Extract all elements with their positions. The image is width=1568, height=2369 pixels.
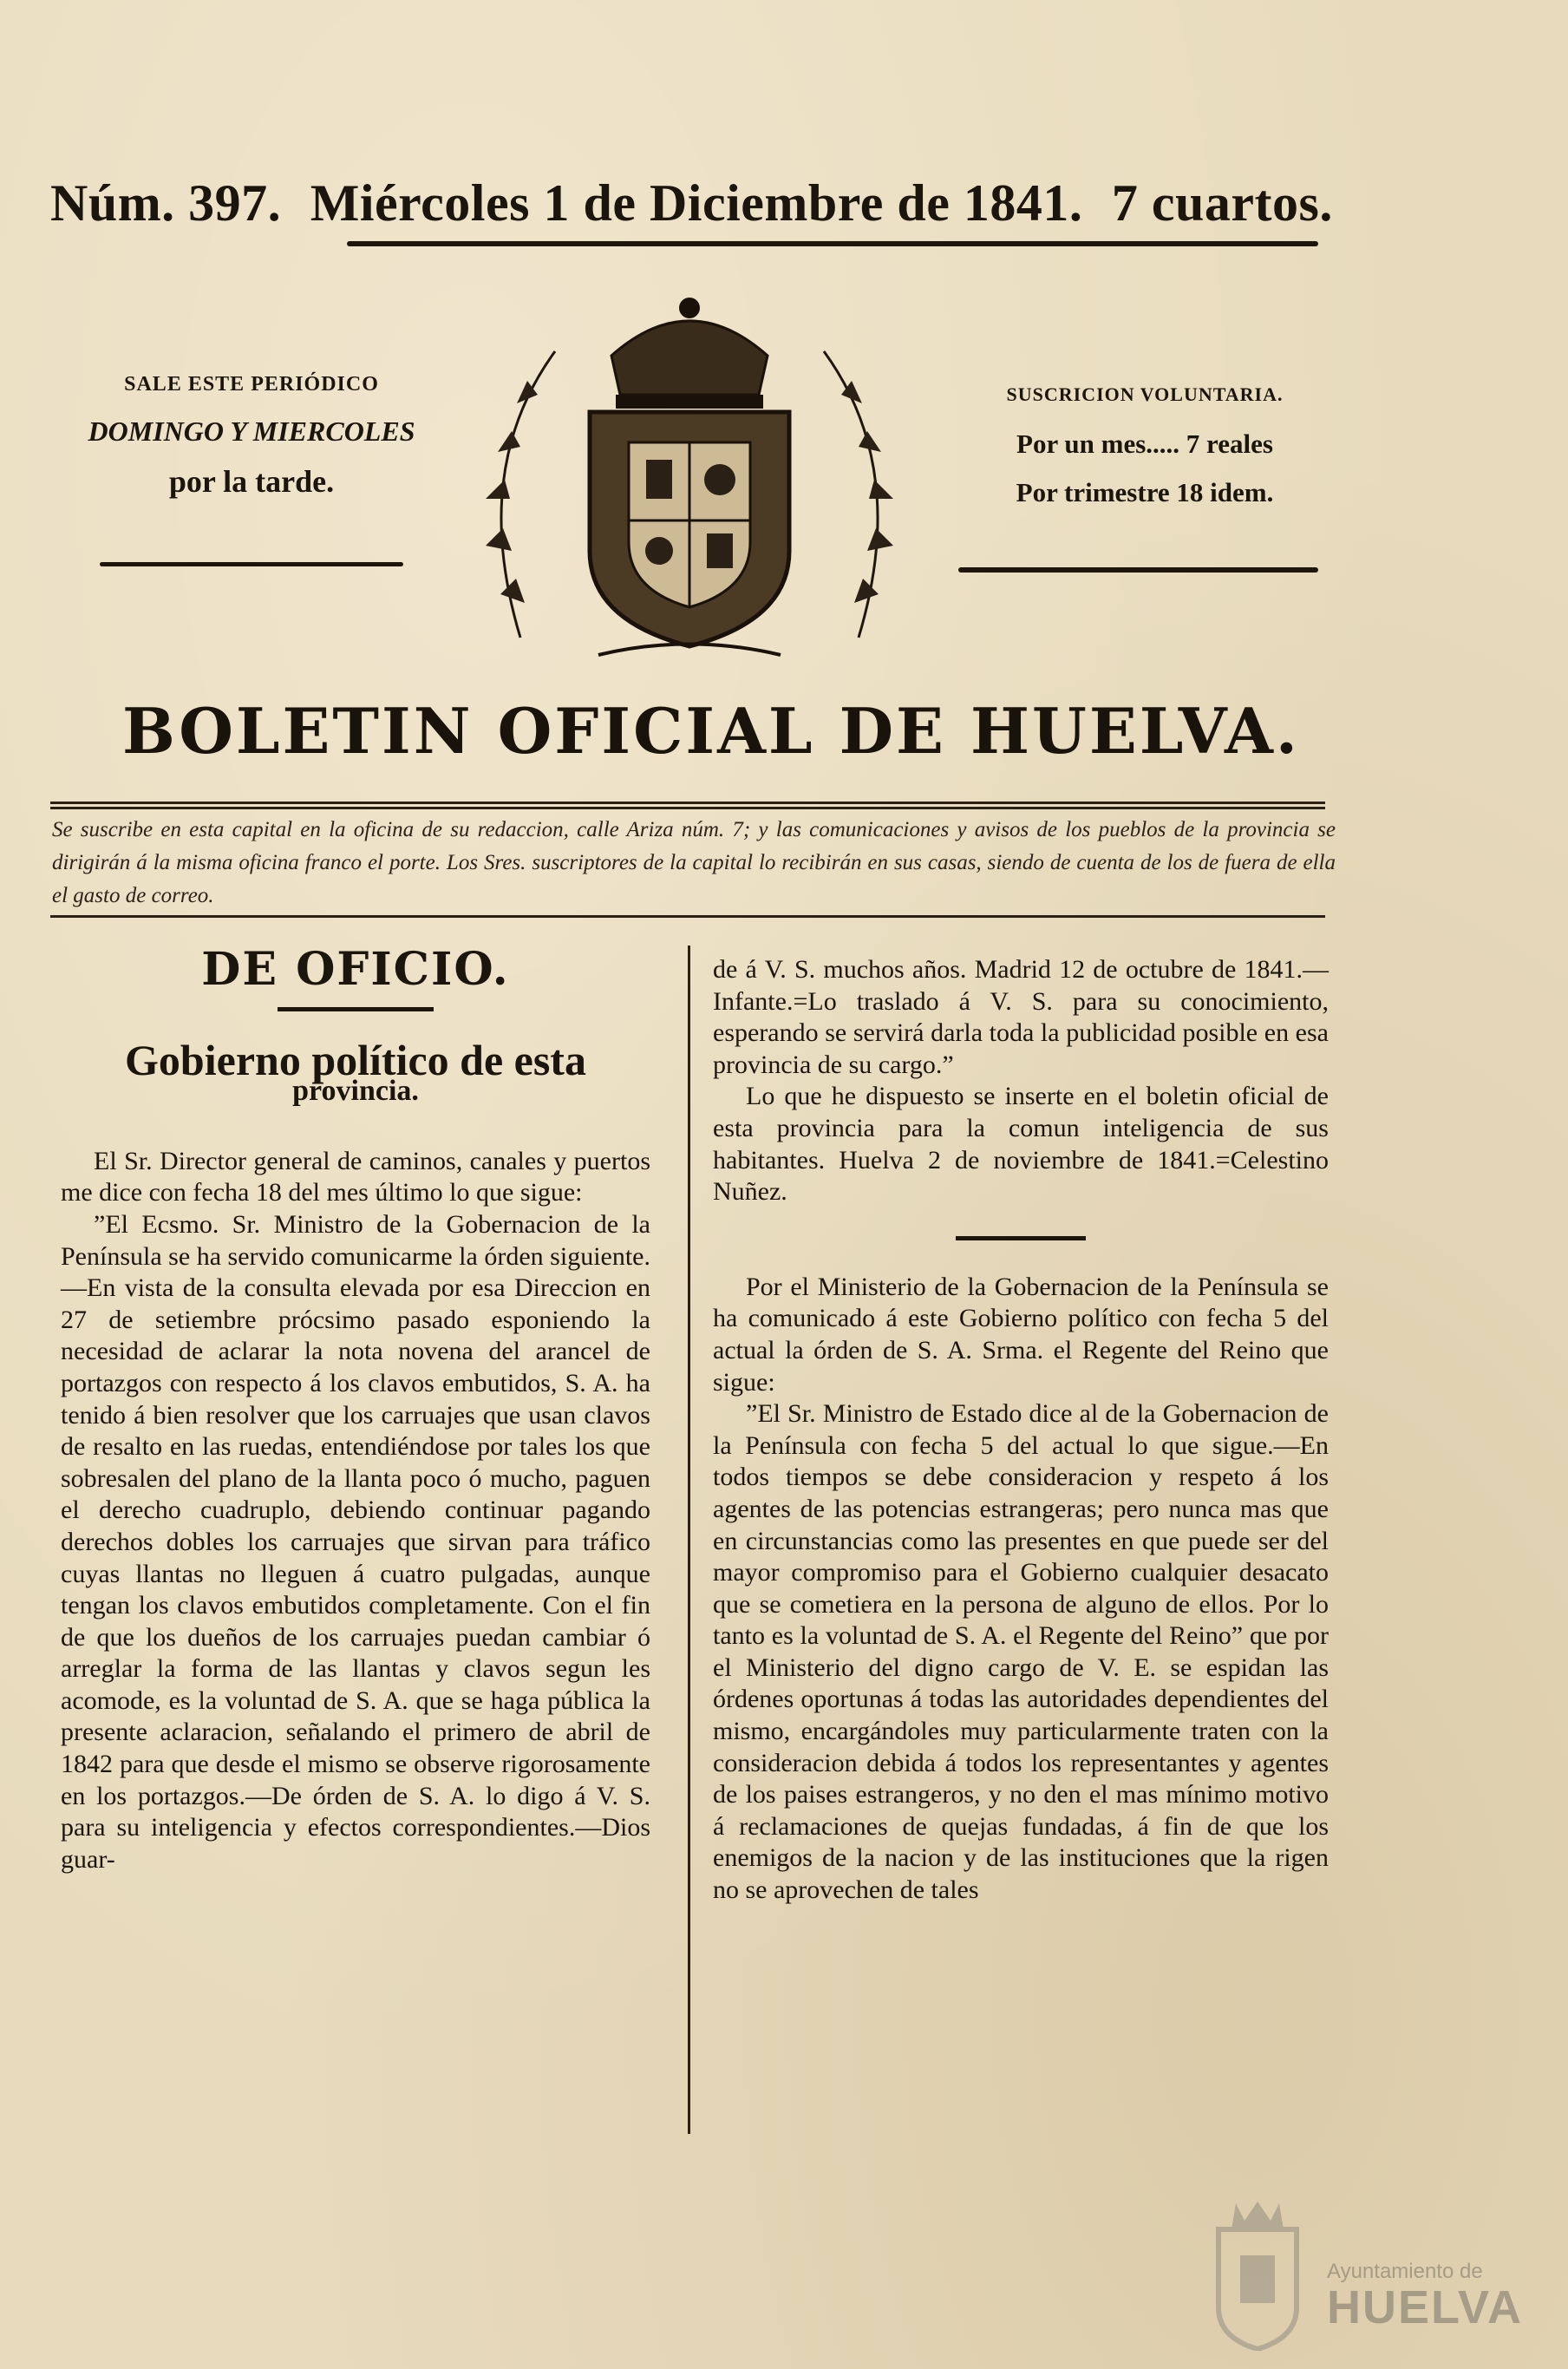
royal-coat-of-arms-icon <box>460 291 919 672</box>
paragraph: ”El Ecsmo. Sr. Ministro de la Gobernacion de la Península se ha servido comunicarme la órden siguiente.—En vista de la consulta elevada por esa Direccion en 27 de setiembre prócsimo pasado esponiendo la necesidad de aclarar la nota novena del arancel de portazgos con respecto á los clavos embutidos, S. A. ha tenido á bien resolver que los carruajes que usan clavos de resalto en las ruedas, entendiéndose por tales los que sobresalen del plano de la llanta poco ó mucho, paguen el derecho cuadruplo, debiendo continuar pagando derechos dobles los carruajes que sirvan para tráfico cuyas llantas no lleguen á cuatro pulgadas, aunque tengan los clavos embutidos completamente. Con el fin de que los dueños de los carruajes puedan cambiar ó arreglar la forma de las llantas y clavos segun les acomode, es la voluntad de S. A. que se haga pública la presente aclaracion, señalando el primero de abril de 1842 para que desde el mismo se observe rigorosamente en los portazgos.—De órden de S. A. lo digo á V. S. para su inteligencia y efectos correspondientes.—Dios guar- <box>61 1209 650 1874</box>
issue-price: 7 cuartos. <box>1111 174 1333 232</box>
huelva-city-seal-icon <box>1210 2195 1305 2351</box>
schedule-line-1: SALE ESTE PERIÓDICO <box>124 373 379 396</box>
paragraph: El Sr. Director general de caminos, canales y puertos me dice con fecha 18 del mes último lo que sigue: <box>61 1146 650 1207</box>
subscription-heading: SUSCRICION VOLUNTARIA. <box>1006 383 1284 405</box>
schedule-line-2: DOMINGO Y MIERCOLES <box>88 416 415 447</box>
monthly-price: Por un mes..... 7 reales <box>1016 429 1273 459</box>
notice-rule-bottom <box>50 915 1325 918</box>
article-separator <box>956 1236 1086 1240</box>
right-column <box>713 954 1329 1907</box>
paragraph: ”El Sr. Ministro de Estado dice al de la Gobernacion de la Península con fecha 5 del actual lo que sigue.—En todos tiempos se debe consideracion y respeto á los agentes de las potencias estrangeras; pero nunca mas que en circunstancias como las presentes en que puede ser del mayor compromiso para el Gobierno cualquier desacato que se cometiera en la persona de alguno de ellos. Por lo tanto es la voluntad de S. A. el Regente del Reino” que por el Ministerio del digno cargo de V. E. se espidan las órdenes oportunas á todas las autoridades dependientes del mismo, encargándoles muy particularmente traten con la consideracion debida á todos los representantes y agentes de los paises estrangeros, y no den el mas mínimo motivo á reclamaciones de quejas fundadas, á fin de que los enemigos de la nacion y de las instituciones que la rigen no se aprovechen de tales <box>713 1399 1329 1905</box>
watermark-line-1: Ayuntamiento de <box>1327 2260 1483 2283</box>
quarterly-price: Por trimestre 18 idem. <box>1016 477 1274 507</box>
newspaper-title: BOLETIN OFICIAL DE HUELVA. <box>122 694 1300 768</box>
publication-schedule <box>35 373 468 500</box>
paragraph: Por el Ministerio de la Gobernacion de la Península se ha comunicado á este Gobierno político con fecha 5 del actual la órden de S. A. Srma. el Regente del Reino que sigue: <box>713 1272 1329 1397</box>
masthead <box>50 173 1334 233</box>
issue-date: Miércoles 1 de Diciembre de 1841. <box>310 174 1083 232</box>
left-box-rule <box>100 562 403 566</box>
title-rule-top <box>50 802 1325 804</box>
subscription-prices <box>945 383 1344 508</box>
watermark-line-2: HUELVA <box>1327 2281 1523 2333</box>
right-box-rule <box>958 567 1318 573</box>
column-divider <box>688 946 690 2134</box>
issue-number: Núm. 397. <box>50 174 282 232</box>
paragraph: de á V. S. muchos años. Madrid 12 de octubre de 1841.—Infante.=Lo traslado á V. S. para su conocimiento, esperando se servirá darla toda la publicidad posible en esa provincia de su cargo.” <box>713 955 1329 1079</box>
paragraph: Lo que he dispuesto se inserte en el boletin oficial de esta provincia para la comun inteligencia de sus habitantes. Huelva 2 de noviembre de 1841.=Celestino Nuñez. <box>713 1082 1329 1207</box>
subsection-heading: Gobierno político de esta <box>125 1035 586 1084</box>
watermark-text <box>1327 2260 1523 2334</box>
left-column <box>61 943 650 1875</box>
masthead-rule <box>347 241 1318 246</box>
subscription-notice: Se suscribe en esta capital en la oficina de su redaccion, calle Ariza núm. 7; y las comunicaciones y avisos de los pueblos de la provincia se dirigirán á la misma oficina franco el porte. Los Sres. suscriptores de la capital lo recibirán en sus casas, siendo de cuenta de los de fuera de ella el gasto de correo. <box>52 818 1336 907</box>
schedule-line-3: por la tarde. <box>168 464 335 499</box>
section-rule <box>278 1007 434 1011</box>
title-rule-top-2 <box>50 807 1325 809</box>
section-heading: DE OFICIO. <box>201 943 510 996</box>
subsection-heading-2: provincia. <box>292 1075 419 1108</box>
